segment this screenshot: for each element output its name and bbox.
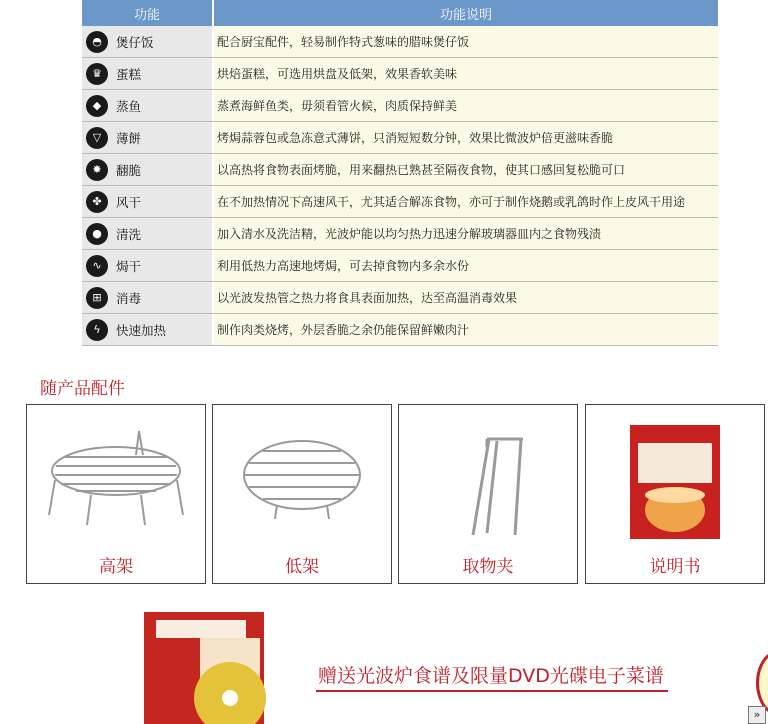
- recipe-book-image: [138, 612, 270, 724]
- table-row: [82, 218, 718, 250]
- header-description: 功能说明: [439, 7, 492, 23]
- function-description: 利用低热力高速地烤焗，可去掉食物内多余水份: [214, 250, 718, 281]
- table-row: [82, 282, 718, 314]
- function-description: 烘焙蛋糕，可选用烘盘及低架，效果香软美味: [214, 58, 718, 89]
- function-label: 快速加热: [116, 322, 167, 338]
- manual-icon: [590, 425, 760, 545]
- function-label: 翻脆: [116, 162, 142, 178]
- function-description: 烤焗蒜蓉包或急冻意式薄饼，只消短短数分钟，效果比微波炉倍更滋味香脆: [214, 122, 718, 153]
- table-row: [82, 154, 718, 186]
- function-description: 以高热将食物表面烤脆，用来翻热已熟甚至隔夜食物，使其口感回复松脆可口: [214, 154, 718, 185]
- low-rack-icon: [217, 425, 387, 535]
- function-description: 以光波发热管之热力将食具表面加热，达至高温消毒效果: [214, 282, 718, 313]
- lightning-icon: ϟ: [86, 319, 108, 341]
- accessory-label: 高架: [99, 557, 133, 577]
- accessory-label: 取物夹: [462, 557, 514, 577]
- accessory-label: 低架: [285, 557, 319, 577]
- gift-promo-text: 赠送光波炉食谱及限量DVD光碟电子菜谱: [318, 665, 664, 687]
- gift-underline: [316, 690, 668, 692]
- tongs-icon: [403, 425, 573, 545]
- function-label: 清洗: [116, 226, 142, 242]
- accessories-title: 随产品配件: [40, 379, 125, 399]
- table-row: [82, 314, 718, 346]
- water-drop-icon: ●: [86, 223, 108, 245]
- plus-box-icon: ⊞: [86, 287, 108, 309]
- table-row: [82, 186, 718, 218]
- steam-icon: ∿: [86, 255, 108, 277]
- function-label: 煲仔饭: [116, 34, 154, 50]
- table-row: [82, 26, 718, 58]
- function-label: 蒸鱼: [116, 98, 142, 114]
- function-label: 焗干: [116, 258, 142, 274]
- pizza-icon: ▽: [86, 127, 108, 149]
- function-label: 消毒: [116, 290, 142, 306]
- table-row: [82, 90, 718, 122]
- cake-icon: ♛: [86, 63, 108, 85]
- accessory-label: 说明书: [649, 557, 701, 577]
- accessory-card-manual[interactable]: [585, 404, 765, 584]
- function-label: 风干: [116, 194, 142, 210]
- table-row: [82, 58, 718, 90]
- star-burst-icon: ✸: [86, 159, 108, 181]
- function-description: 制作肉类烧烤，外层香脆之余仍能保留鲜嫩肉汁: [214, 314, 718, 345]
- function-label: 薄餅: [116, 130, 142, 146]
- function-description: 蒸煮海鲜鱼类，毋须看管火候，肉质保持鲜美: [214, 90, 718, 121]
- rice-pot-icon: ◓: [86, 31, 108, 53]
- expand-button[interactable]: »: [748, 706, 766, 724]
- fan-icon: ✤: [86, 191, 108, 213]
- fish-icon: ◆: [86, 95, 108, 117]
- high-rack-icon: [31, 425, 201, 535]
- accessory-card-high-rack[interactable]: [26, 404, 206, 584]
- table-header: [82, 0, 718, 26]
- header-function: 功能: [82, 0, 214, 26]
- function-label: 蛋糕: [116, 66, 142, 82]
- table-row: [82, 122, 718, 154]
- function-description: 在不加热情况下高速风干，尤其适合解冻食物，亦可于制作烧鹅或乳鸽时作上皮风干用途: [214, 186, 718, 217]
- table-row: [82, 250, 718, 282]
- function-table: [82, 0, 718, 346]
- function-description: 加入清水及洗洁精，光波炉能以均匀热力迅速分解玻璃器皿内之食物残渍: [214, 218, 718, 249]
- function-description: 配合厨宝配件，轻易制作特式葱味的腊味煲仔饭: [214, 26, 718, 57]
- accessory-card-tongs[interactable]: [398, 404, 578, 584]
- accessory-card-low-rack[interactable]: [212, 404, 392, 584]
